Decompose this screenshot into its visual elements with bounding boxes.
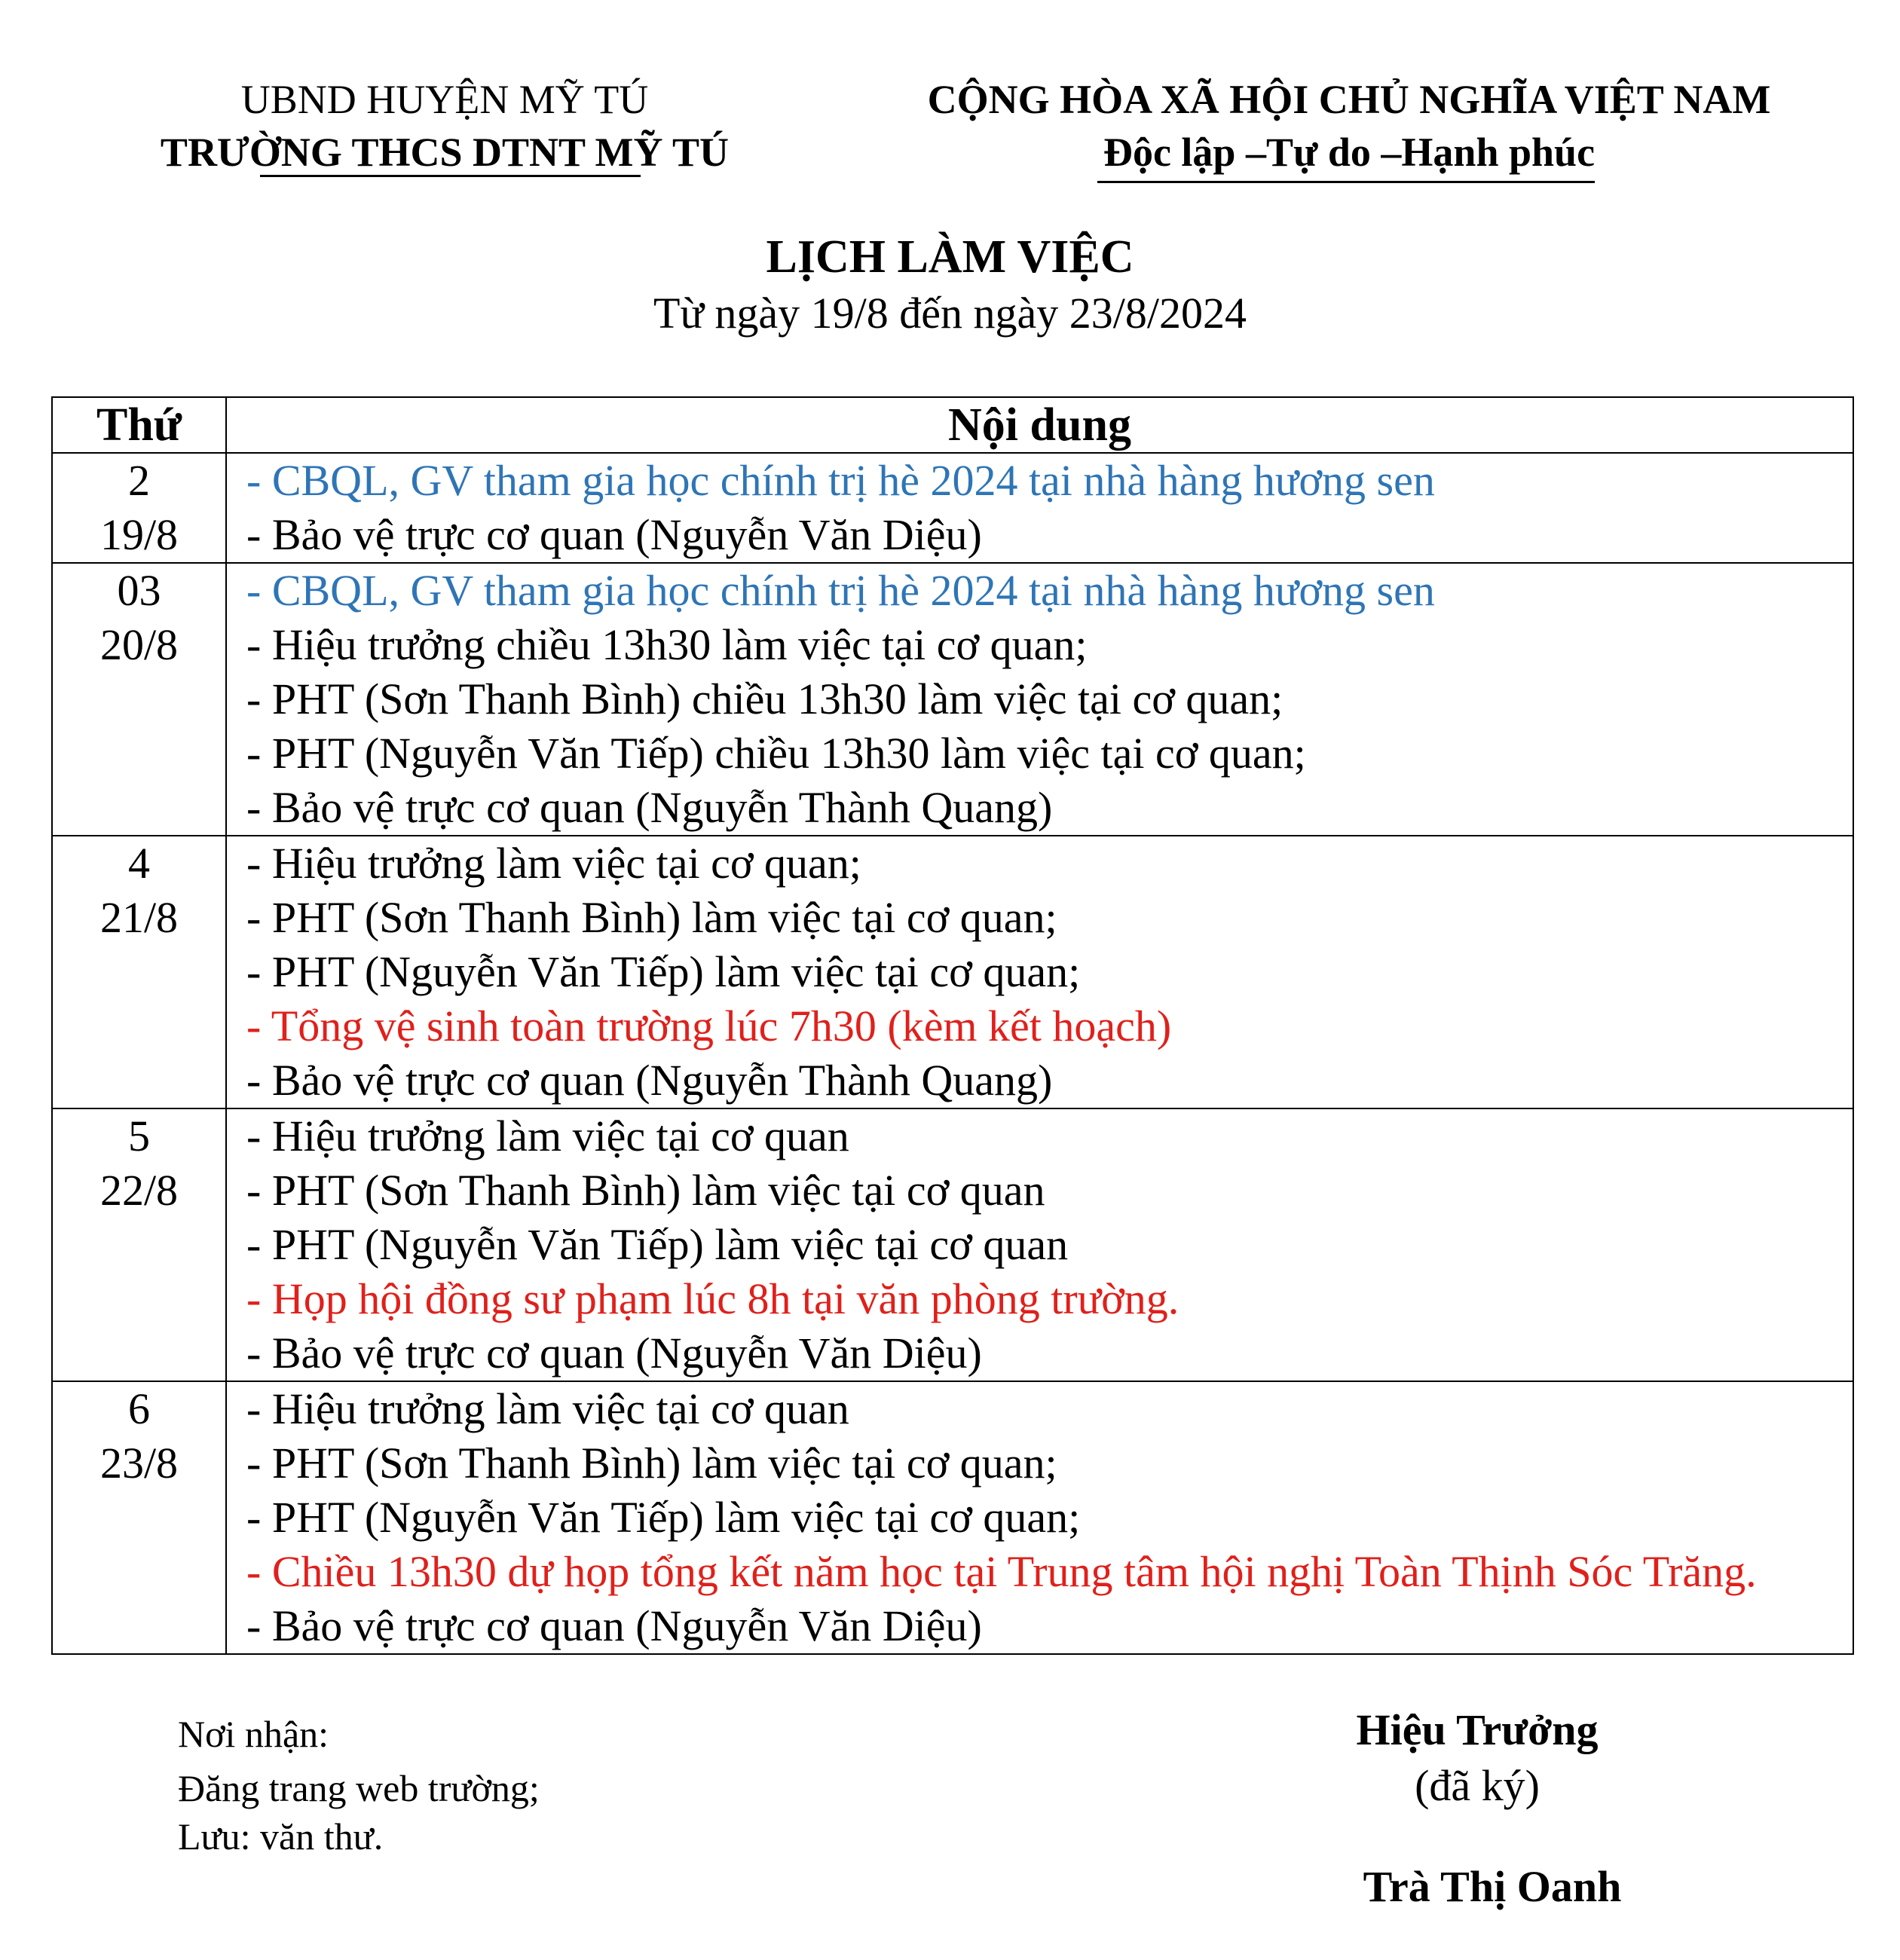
national-motto: Độc lập –Tự do –Hạnh phúc (1103, 130, 1596, 175)
national-title: CỘNG HÒA XÃ HỘI CHỦ NGHĨA VIỆT NAM (927, 77, 1771, 122)
day-cell (52, 1381, 226, 1654)
schedule-item: - Hiệu trưởng làm việc tại cơ quan; (246, 839, 861, 888)
schedule-item: - PHT (Sơn Thanh Bình) làm việc tại cơ quan (246, 1166, 1045, 1215)
page-title: LỊCH LÀM VIỆC (766, 231, 1134, 283)
schedule-item: - Tổng vệ sinh toàn trường lúc 7h30 (kèm kết hoạch) (246, 1001, 1172, 1050)
weekday-number: 03 (117, 566, 161, 615)
table-row (52, 453, 1853, 563)
weekday-number: 6 (128, 1384, 150, 1433)
schedule-item: - Hiệu trưởng làm việc tại cơ quan (246, 1111, 849, 1160)
day-cell (52, 453, 226, 563)
schedule-item: - CBQL, GV tham gia học chính trị hè 2024 tại nhà hàng hương sen (246, 566, 1435, 615)
signer-title: Hiệu Trưởng (1356, 1705, 1599, 1754)
weekday-number: 4 (128, 839, 150, 888)
schedule-item: - Chiều 13h30 dự họp tổng kết năm học tại Trung tâm hội nghị Toàn Thịnh Sóc Trăng. (246, 1547, 1757, 1596)
content-cell (226, 1108, 1853, 1381)
recipient-item: Đăng trang web trường; (178, 1767, 540, 1809)
table-header-row (52, 397, 1853, 453)
schedule-item: - PHT (Nguyễn Văn Tiếp) làm việc tại cơ quan; (246, 1493, 1081, 1542)
content-cell (226, 1381, 1853, 1654)
content-cell (226, 836, 1853, 1108)
content-cell (226, 453, 1853, 563)
schedule-table (51, 396, 1854, 1655)
content-cell (226, 563, 1853, 836)
schedule-item: - PHT (Nguyễn Văn Tiếp) làm việc tại cơ quan (246, 1220, 1069, 1269)
recipient-item: Lưu: văn thư. (178, 1815, 384, 1858)
date-label: 23/8 (99, 1439, 179, 1488)
motto-underline (1097, 181, 1595, 183)
schedule-item: - PHT (Sơn Thanh Bình) làm việc tại cơ quan; (246, 1439, 1057, 1488)
recipients-label: Nơi nhận: (178, 1713, 329, 1755)
table-row (52, 836, 1853, 1108)
date-label: 22/8 (99, 1166, 179, 1215)
column-header-day: Thứ (52, 397, 226, 453)
table-row (52, 1108, 1853, 1381)
schedule-item: - PHT (Nguyễn Văn Tiếp) làm việc tại cơ quan; (246, 947, 1081, 996)
column-header-content: Nội dung (226, 397, 1853, 453)
table-row (52, 563, 1853, 836)
issuing-authority: UBND HUYỆN MỸ TÚ (240, 77, 649, 122)
schedule-item: - Bảo vệ trực cơ quan (Nguyễn Thành Quang) (246, 783, 1053, 832)
date-label: 21/8 (99, 893, 179, 942)
schedule-item: - Họp hội đồng sư phạm lúc 8h tại văn phòng trường. (246, 1274, 1179, 1323)
signer-name: Trà Thị Oanh (1363, 1862, 1622, 1911)
schedule-item: - PHT (Sơn Thanh Bình) làm việc tại cơ quan; (246, 893, 1057, 942)
school-name: TRƯỜNG THCS DTNT MỸ TÚ (160, 130, 730, 175)
schedule-item: - Hiệu trưởng làm việc tại cơ quan (246, 1384, 849, 1433)
schedule-item: - Bảo vệ trực cơ quan (Nguyễn Thành Quang) (246, 1056, 1053, 1105)
date-label: 19/8 (99, 510, 179, 559)
table-row (52, 1381, 1853, 1654)
weekday-number: 5 (128, 1111, 150, 1160)
weekday-number: 2 (128, 456, 150, 505)
signed-note: (đã ký) (1415, 1761, 1540, 1810)
date-label: 20/8 (99, 620, 179, 669)
day-cell (52, 563, 226, 836)
schedule-item: - Bảo vệ trực cơ quan (Nguyễn Văn Diệu) (246, 510, 982, 559)
schedule-item: - CBQL, GV tham gia học chính trị hè 2024 tại nhà hàng hương sen (246, 456, 1435, 505)
day-cell (52, 836, 226, 1108)
schedule-item: - PHT (Sơn Thanh Bình) chiều 13h30 làm việc tại cơ quan; (246, 674, 1283, 723)
schedule-item: - Bảo vệ trực cơ quan (Nguyễn Văn Diệu) (246, 1329, 982, 1378)
day-cell (52, 1108, 226, 1381)
schedule-item: - Bảo vệ trực cơ quan (Nguyễn Văn Diệu) (246, 1601, 982, 1650)
page-subtitle: Từ ngày 19/8 đến ngày 23/8/2024 (653, 289, 1247, 338)
schedule-item: - PHT (Nguyễn Văn Tiếp) chiều 13h30 làm việc tại cơ quan; (246, 729, 1306, 778)
schedule-item: - Hiệu trưởng chiều 13h30 làm việc tại cơ quan; (246, 620, 1088, 669)
school-name-underline (260, 175, 641, 177)
